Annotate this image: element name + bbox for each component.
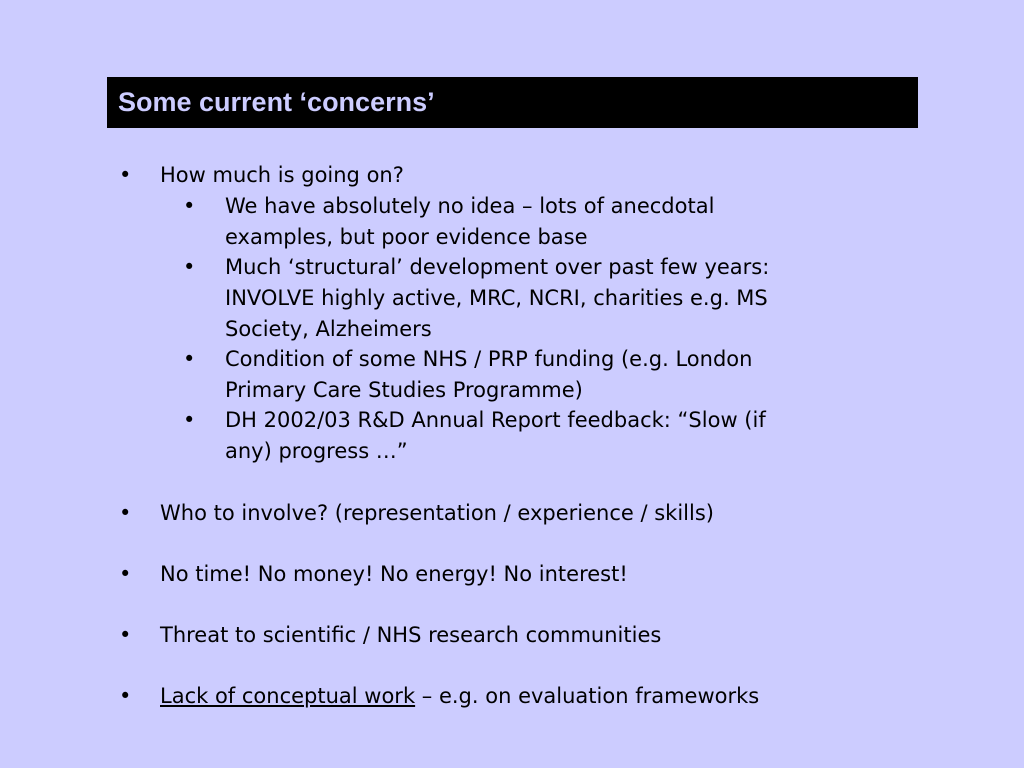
bullet-conceptual-work [160,681,759,712]
bullet-threat: Threat to scientific / NHS research communities [160,623,662,647]
bullet-who-to-involve: Who to involve? (representation / experience / skills) [160,501,714,525]
underlined-phrase: Lack of conceptual work [160,684,416,708]
slide-title: Some current ‘concerns’ [118,87,435,117]
bullet-marker: • [119,163,132,187]
bullet-marker: • [119,623,132,647]
sub-bullet-condition-line1: Condition of some NHS / PRP funding (e.g. London [225,347,753,371]
sub-bullet-marker: • [183,255,196,279]
sub-bullet-structural-line2: INVOLVE highly active, MRC, NCRI, charities e.g. MS [225,286,768,310]
bullet-no-time: No time! No money! No energy! No interest! [160,562,628,586]
bullet-marker: • [119,501,132,525]
sub-bullet-marker: • [183,194,196,218]
sub-bullet-dh-report-line2: any) progress …” [225,439,408,463]
bullet-how-much: How much is going on? [160,163,404,187]
sub-bullet-dh-report-line1: DH 2002/03 R&D Annual Report feedback: “Slow (if [225,408,766,432]
bullet-marker: • [119,562,132,586]
bullet-conceptual-work-rest: – e.g. on evaluation frameworks [415,684,760,708]
sub-bullet-condition-line2: Primary Care Studies Programme) [225,378,583,402]
bullet-marker: • [119,684,132,708]
sub-bullet-no-idea-line1: We have absolutely no idea – lots of anecdotal [225,194,715,218]
sub-bullet-structural-line1: Much ‘structural’ development over past few years: [225,255,770,279]
sub-bullet-marker: • [183,408,196,432]
sub-bullet-marker: • [183,347,196,371]
sub-bullet-no-idea-line2: examples, but poor evidence base [225,225,588,249]
sub-bullet-structural-line3: Society, Alzheimers [225,317,432,341]
